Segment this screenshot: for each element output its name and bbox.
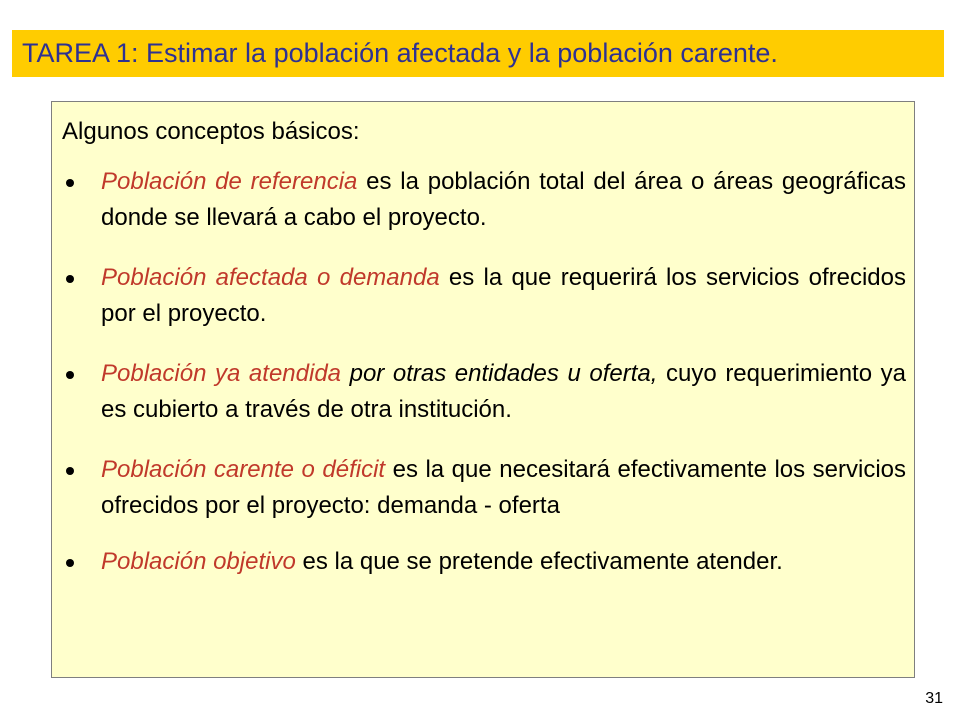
term: Población afectada o demanda <box>101 264 440 291</box>
list-item <box>101 544 906 580</box>
definition: cuyo requerimiento ya es cubierto a través de otra institución. <box>101 360 906 423</box>
definition: es la población total del área o áreas geográficas donde se llevará a cabo el proyecto. <box>101 168 906 231</box>
list-item <box>101 164 906 236</box>
term-italic-extra: por otras entidades u oferta, <box>341 360 658 387</box>
bullet-dot-icon <box>66 467 74 475</box>
definition: es la que requerirá los servicios ofrecidos por el proyecto. <box>101 264 906 327</box>
title-bar <box>12 30 944 77</box>
bullet-dot-icon <box>66 179 74 187</box>
term: Población carente o déficit <box>101 456 386 483</box>
definition: es la que necesitará efectivamente los servicios ofrecidos por el proyecto: demanda - oferta <box>101 456 906 519</box>
concept-list <box>52 164 914 580</box>
slide-title: TAREA 1: Estimar la población afectada y la población carente. <box>22 38 778 68</box>
bullet-dot-icon <box>66 275 74 283</box>
list-item <box>101 356 906 428</box>
term: Población ya atendida <box>101 360 342 387</box>
intro-text: Algunos conceptos básicos: <box>62 118 360 145</box>
list-item <box>101 260 906 332</box>
list-item <box>101 452 906 524</box>
bullet-dot-icon <box>66 559 74 567</box>
content-box <box>51 101 915 678</box>
page-number: 31 <box>925 690 943 707</box>
definition: es la que se pretende efectivamente atender. <box>295 548 783 575</box>
term: Población objetivo <box>101 548 296 575</box>
bullet-dot-icon <box>66 371 74 379</box>
term: Población de referencia <box>101 168 358 195</box>
